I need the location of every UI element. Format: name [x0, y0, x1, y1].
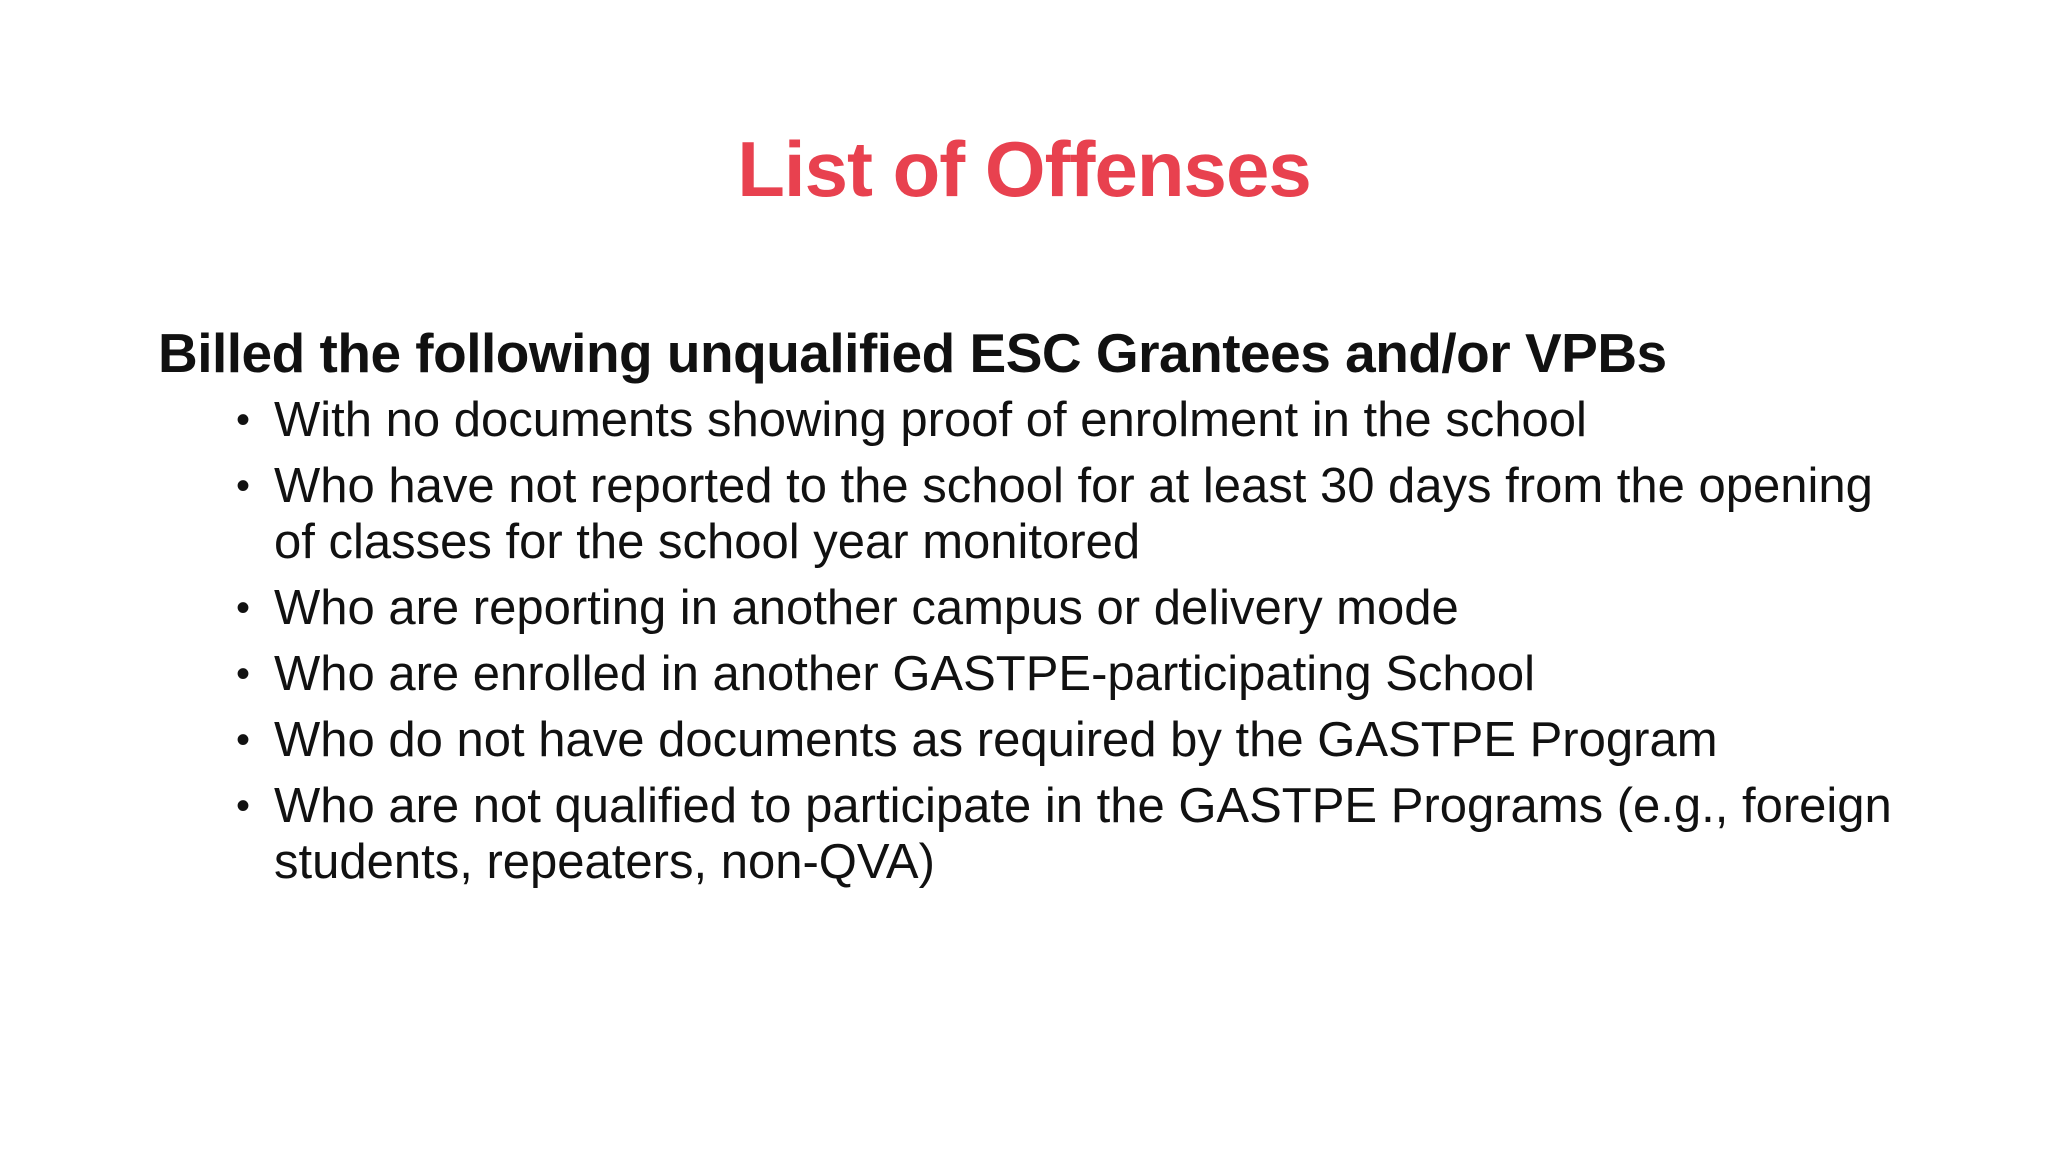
list-item-text: Who have not reported to the school for at least 30 days from the opening of classes for the school year monitored: [274, 459, 1873, 569]
list-item: [236, 392, 1958, 448]
slide-content: [158, 318, 1958, 890]
slide-title: List of Offenses: [737, 125, 1311, 213]
list-item: [236, 458, 1958, 570]
section-heading: Billed the following unqualified ESC Grantees and/or VPBs: [158, 322, 1667, 384]
bullet-icon: •: [236, 784, 251, 828]
list-item: [236, 778, 1958, 890]
offense-list: [158, 392, 1958, 890]
bullet-icon: •: [236, 652, 251, 696]
bullet-icon: •: [236, 586, 251, 630]
list-item-text: Who are not qualified to participate in the GASTPE Programs (e.g., foreign students, repeaters, non-QVA): [274, 779, 1892, 889]
list-item: [236, 646, 1958, 702]
list-item-text: Who are reporting in another campus or delivery mode: [274, 581, 1459, 635]
bullet-icon: •: [236, 718, 251, 762]
list-item: [236, 580, 1958, 636]
list-item: [236, 712, 1958, 768]
bullet-icon: •: [236, 464, 251, 508]
list-item-text: Who are enrolled in another GASTPE-participating School: [274, 647, 1536, 701]
list-item-text: With no documents showing proof of enrolment in the school: [274, 393, 1587, 447]
bullet-icon: •: [236, 398, 251, 442]
list-item-text: Who do not have documents as required by the GASTPE Program: [274, 713, 1718, 767]
